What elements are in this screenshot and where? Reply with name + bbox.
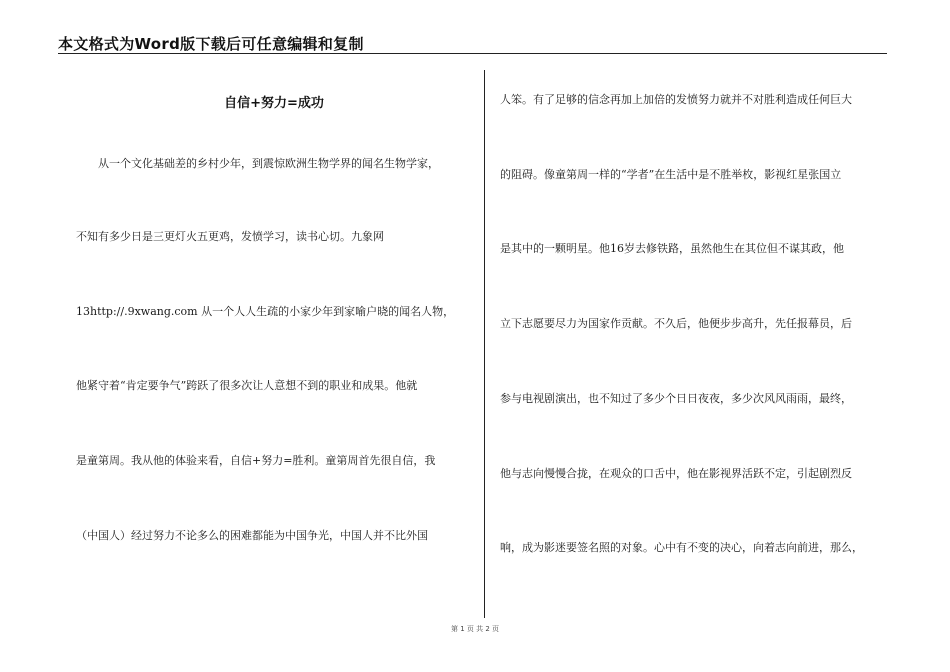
text-line: 是童第周。我从他的体验来看，自信+努力=胜利。童第周首先很自信，我 [76,454,436,467]
text-line: 人笨。有了足够的信念再加上加倍的发愤努力就并不对胜利造成任何巨大 [500,93,852,106]
text-line: 他紧守着“肯定要争气”跨跃了很多次让人意想不到的职业和成果。他就 [76,379,418,392]
article-title: 自信+努力=成功 [224,96,324,111]
text-line: 立下志愿要尽力为国家作贡献。不久后，他便步步高升，先任报幕员，后 [500,317,852,330]
text-line: 是其中的一颗明星。他16岁去修铁路，虽然他生在其位但不谋其政，他 [500,242,844,255]
header-divider [58,53,887,54]
text-line: 不知有多少日是三更灯火五更鸡，发愤学习，读书心切。九象网 [76,230,384,243]
text-line: （中国人）经过努力不论多么的困难都能为中国争光，中国人并不比外国 [76,529,428,542]
download-banner: 本文格式为Word版下载后可任意编辑和复制 [58,35,364,53]
text-line: 的阻碍。像童第周一样的“学者”在生活中是不胜举枚，影视红星张国立 [500,168,842,181]
column-divider [484,70,485,618]
text-line: 响，成为影迷要签名照的对象。心中有不变的决心，向着志向前进，那么， [500,541,863,554]
text-line: 从一个文化基础差的乡村少年，到震惊欧洲生物学界的闻名生物学家， [98,157,439,170]
text-line: 参与电视剧演出，也不知过了多少个日日夜夜，多少次风风雨雨，最终， [500,392,852,405]
text-line: 他与志向慢慢合拢，在观众的口舌中，他在影视界活跃不定，引起剧烈反 [500,467,852,480]
page-number: 第 1 页 共 2 页 [450,625,500,633]
text-line: 13http://.9xwang.com 从一个人人生疏的小家少年到家喻户晓的闻名人物， [76,305,455,318]
